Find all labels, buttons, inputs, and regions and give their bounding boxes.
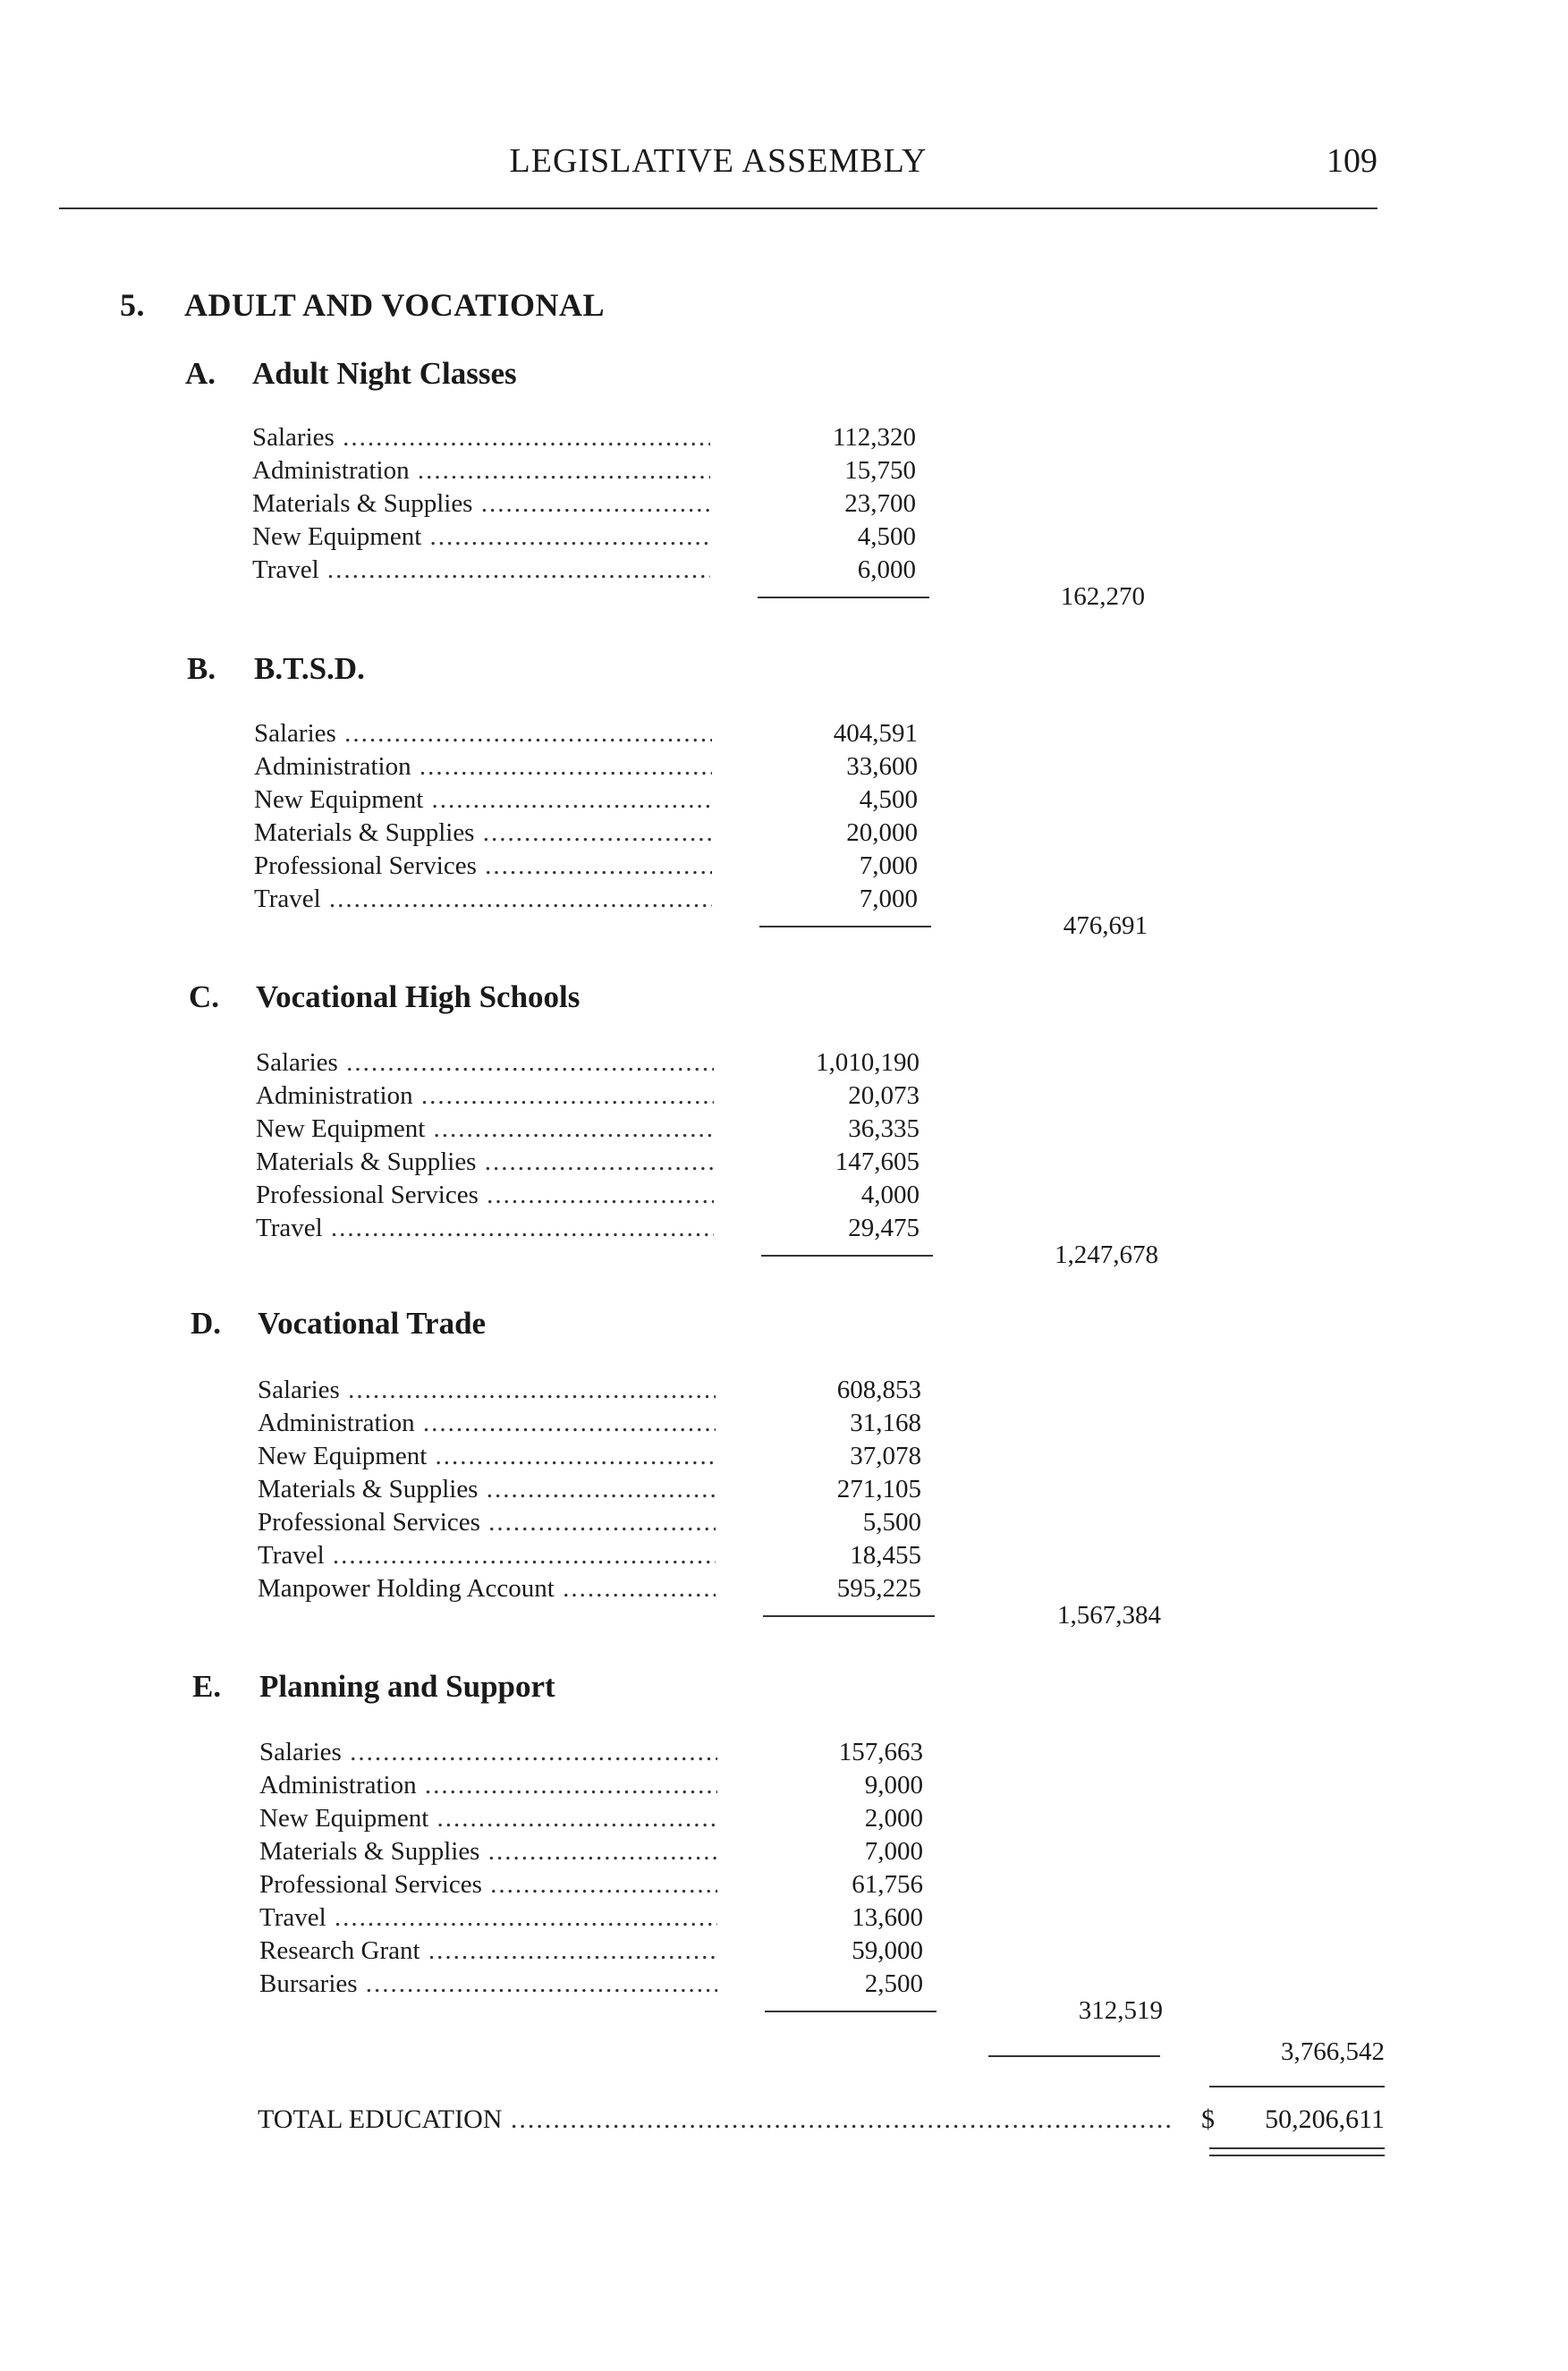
line-item-label: Manpower Holding Account ..... <box>258 1572 716 1605</box>
line-item-label: Salaries ..... <box>256 1046 714 1080</box>
line-item-label: Administration ..... <box>258 1407 716 1440</box>
line-item <box>259 1835 939 1868</box>
line-item-value: 147,605 <box>835 1147 920 1176</box>
subsection-title: Planning and Support <box>259 1669 555 1704</box>
subsection-title: Vocational Trade <box>258 1306 487 1341</box>
line-item-label: Salaries ..... <box>252 421 710 454</box>
line-item-value: 23,700 <box>844 489 916 518</box>
line-item-value: 59,000 <box>852 1936 923 1965</box>
line-item-label: Travel ..... <box>252 554 710 587</box>
line-item-label: Professional Services ..... <box>256 1179 714 1212</box>
subsection-letter: B. <box>187 651 216 686</box>
line-item-value: 7,000 <box>859 885 918 913</box>
line-item-value: 6,000 <box>857 555 916 584</box>
line-item-value: 33,600 <box>846 752 918 781</box>
line-item <box>252 454 932 487</box>
line-item <box>259 1736 939 1769</box>
line-item-value: 9,000 <box>864 1771 923 1799</box>
subtotal-rule <box>765 2011 937 2012</box>
grand-total-double-rule-1 <box>1209 2147 1385 2149</box>
line-item <box>254 883 934 916</box>
line-item-value: 31,168 <box>850 1409 921 1437</box>
line-item-value: 4,500 <box>859 785 918 814</box>
line-item-label: Administration ..... <box>254 750 712 783</box>
page-title: LEGISLATIVE ASSEMBLY <box>509 142 928 180</box>
line-item <box>252 554 932 587</box>
line-item <box>256 1212 936 1245</box>
line-item-label: Professional Services ..... <box>254 850 712 883</box>
line-item <box>259 1968 939 2001</box>
subsection-letter: D. <box>191 1306 222 1341</box>
line-item-label: Travel ..... <box>258 1539 716 1572</box>
line-item-label: Research Grant ..... <box>259 1935 717 1968</box>
line-item-label: Materials & Supplies ..... <box>252 487 710 521</box>
line-item <box>254 817 934 850</box>
subtotal-value: 162,270 <box>1060 582 1145 611</box>
subtotal-value: 476,691 <box>1063 911 1148 940</box>
line-item <box>258 1572 937 1605</box>
section-title: ADULT AND VOCATIONAL <box>184 287 606 323</box>
subsection-title: Vocational High Schools <box>256 979 581 1014</box>
line-item <box>259 1802 939 1835</box>
line-item <box>256 1113 936 1146</box>
line-item <box>254 750 934 783</box>
line-item-value: 2,000 <box>864 1804 923 1833</box>
subsection-title: Adult Night Classes <box>252 356 517 391</box>
subsection-letter: E. <box>192 1669 222 1704</box>
subtotal-rule <box>758 597 929 598</box>
line-item-label: Travel ..... <box>254 883 712 916</box>
page-number: 109 <box>1326 142 1377 180</box>
line-item-label: Materials & Supplies ..... <box>259 1835 717 1868</box>
line-item-label: New Equipment ..... <box>259 1802 717 1835</box>
line-item <box>259 1901 939 1935</box>
subsection-title: B.T.S.D. <box>254 651 365 686</box>
section-heading <box>120 286 605 324</box>
subtotal-rule <box>763 1615 935 1617</box>
line-item-value: 4,000 <box>860 1181 920 1209</box>
subtotal-value: 1,567,384 <box>1057 1601 1161 1630</box>
line-item-label: New Equipment ..... <box>252 521 710 554</box>
line-item-value: 404,591 <box>833 719 918 748</box>
line-item-value: 18,455 <box>850 1541 921 1570</box>
subtotal-value: 312,519 <box>1078 1996 1163 2025</box>
line-item-label: Materials & Supplies ..... <box>256 1146 714 1179</box>
subsection-heading <box>189 979 580 1015</box>
line-item-value: 20,073 <box>848 1081 920 1110</box>
line-item-label: Bursaries ..... <box>259 1968 717 2001</box>
line-item <box>259 1868 939 1901</box>
line-item-label: Travel ..... <box>256 1212 714 1245</box>
subsection-heading <box>192 1669 555 1705</box>
total-label: TOTAL EDUCATION ..... <box>258 2102 1170 2138</box>
line-item-value: 2,500 <box>864 1969 923 1998</box>
subsection-letter: A. <box>185 356 216 391</box>
line-item <box>258 1473 937 1506</box>
subsection-heading <box>191 1306 486 1342</box>
line-item <box>256 1080 936 1113</box>
subsection-heading <box>187 651 365 687</box>
line-item-label: Salaries ..... <box>254 717 712 750</box>
line-item <box>252 421 932 454</box>
line-item-label: Administration ..... <box>252 454 710 487</box>
line-item <box>252 521 932 554</box>
line-item-value: 29,475 <box>848 1214 920 1242</box>
line-item <box>256 1046 936 1080</box>
line-item <box>259 1769 939 1802</box>
line-item-value: 37,078 <box>850 1442 921 1470</box>
line-item-value: 7,000 <box>864 1837 923 1866</box>
line-item-value: 608,853 <box>836 1376 921 1404</box>
line-item-label: Salaries ..... <box>259 1736 717 1769</box>
line-item-value: 15,750 <box>844 456 916 485</box>
line-item-value: 112,320 <box>832 423 916 452</box>
line-item <box>254 783 934 817</box>
line-item-value: 5,500 <box>862 1508 921 1537</box>
line-item-label: New Equipment ..... <box>254 783 712 817</box>
line-item-label: Travel ..... <box>259 1901 717 1935</box>
line-item-value: 7,000 <box>859 851 918 880</box>
line-item-value: 595,225 <box>836 1574 921 1603</box>
line-item-label: Materials & Supplies ..... <box>258 1473 716 1506</box>
line-item <box>259 1935 939 1968</box>
line-item <box>252 487 932 521</box>
line-item-label: New Equipment ..... <box>258 1440 716 1473</box>
line-item-value: 20,000 <box>846 818 918 847</box>
grand-total-top-rule <box>1209 2086 1385 2087</box>
line-item-value: 157,663 <box>838 1738 923 1766</box>
page-header <box>59 141 1377 209</box>
total-education-row <box>258 2102 1385 2138</box>
line-item <box>258 1407 937 1440</box>
section-total: 3,766,542 <box>1281 2037 1385 2066</box>
line-item <box>254 850 934 883</box>
line-item-label: New Equipment ..... <box>256 1113 714 1146</box>
section-number: 5. <box>120 287 145 323</box>
line-item-value: 4,500 <box>857 522 916 551</box>
subtotal-value: 1,247,678 <box>1055 1241 1158 1269</box>
line-item <box>258 1440 937 1473</box>
line-item-value: 1,010,190 <box>816 1048 920 1077</box>
line-item <box>258 1539 937 1572</box>
line-item <box>258 1506 937 1539</box>
line-item-value: 271,105 <box>836 1475 921 1503</box>
line-item <box>256 1146 936 1179</box>
subsection-letter: C. <box>189 979 220 1014</box>
line-item-label: Professional Services ..... <box>258 1506 716 1539</box>
line-item-value: 61,756 <box>852 1870 923 1899</box>
line-item-value: 36,335 <box>848 1114 920 1143</box>
total-value: 50,206,611 <box>1265 2104 1385 2134</box>
total-currency: $ <box>1201 2104 1215 2134</box>
line-item-label: Administration ..... <box>259 1769 717 1802</box>
line-item <box>256 1179 936 1212</box>
subtotal-rule <box>759 926 931 927</box>
subsection-heading <box>185 356 517 392</box>
section-total-rule <box>988 2055 1160 2057</box>
line-item-label: Materials & Supplies ..... <box>254 817 712 850</box>
grand-total-double-rule-2 <box>1209 2155 1385 2156</box>
line-item <box>258 1374 937 1407</box>
line-item-label: Administration ..... <box>256 1080 714 1113</box>
line-item-value: 13,600 <box>852 1903 923 1932</box>
line-item <box>254 717 934 750</box>
line-item-label: Professional Services ..... <box>259 1868 717 1901</box>
subtotal-rule <box>761 1255 933 1257</box>
line-item-label: Salaries ..... <box>258 1374 716 1407</box>
